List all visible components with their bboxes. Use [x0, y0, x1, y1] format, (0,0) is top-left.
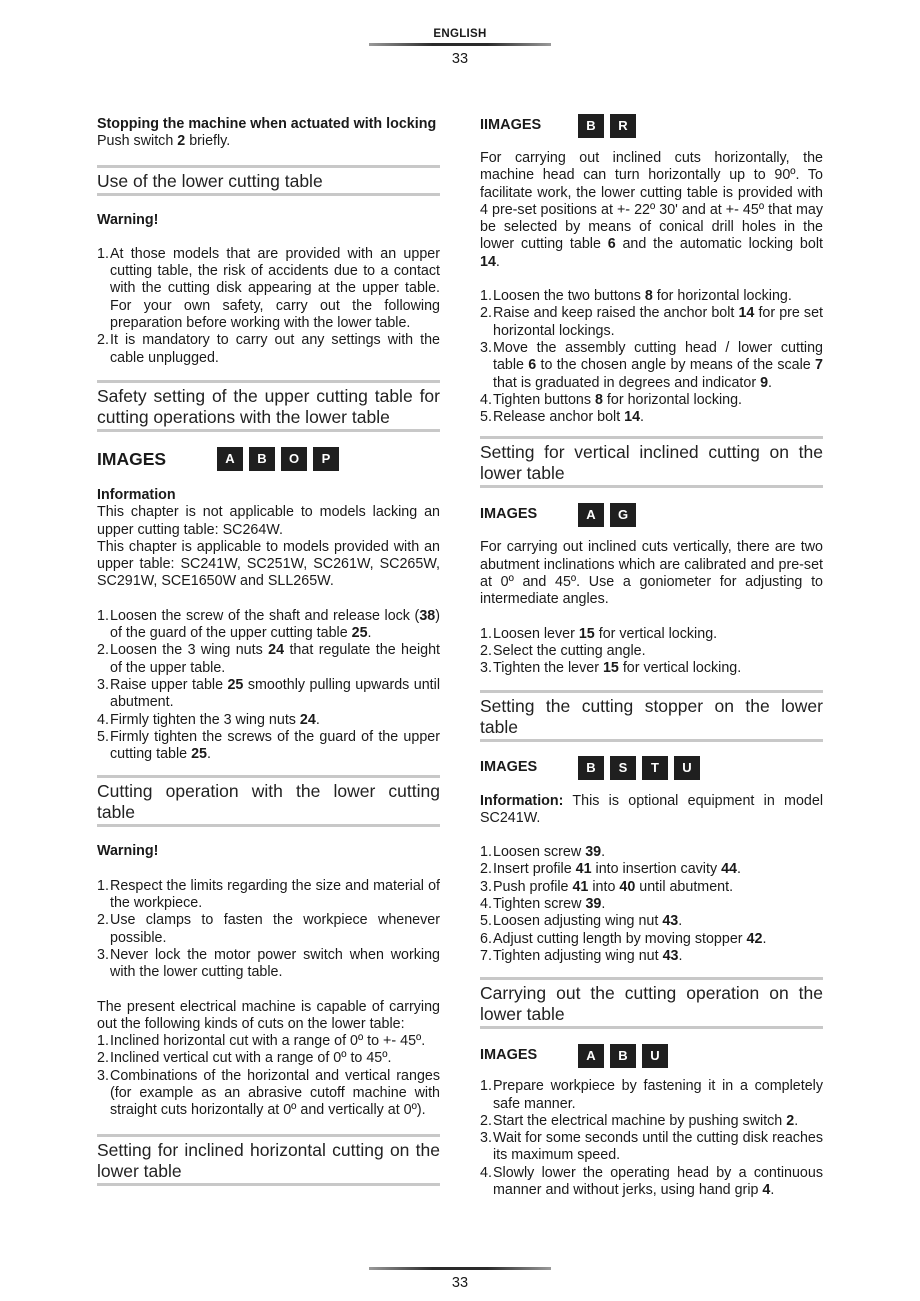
- stop-title: Stopping the machine when actuated with locking: [97, 116, 437, 132]
- list-item: 2. Loosen the 3 wing nuts 24 that regulate the height of the upper table.: [97, 642, 440, 676]
- warning-list: [97, 246, 440, 367]
- image-tag: R: [610, 114, 636, 138]
- image-tag: U: [642, 1044, 668, 1068]
- image-tag: B: [578, 114, 604, 138]
- section-title-vertical-inclined: Setting for vertical inclined cutting on the lower table: [480, 436, 823, 488]
- list-item: 3. Combinations of the horizontal and vertical ranges (for example as an abrasive cutoff machine with straight cuts horizontally at 0º and vertically at 0º).: [97, 1067, 440, 1119]
- list-item: 1. Loosen screw 39.: [480, 844, 606, 861]
- list-item: 2. Use clamps to fasten the workpiece whenever possible.: [97, 912, 440, 946]
- vertical-intro: For carrying out inclined cuts vertically, there are two abutment inclinations which are calibrated and pre-set at 0º and 45º. Use a goniometer for adjusting to intermediate angles.: [480, 539, 823, 608]
- language-label: ENGLISH: [433, 28, 487, 40]
- image-tag: S: [610, 756, 636, 780]
- info-text: This chapter is not applicable to models lacking an upper cutting table: SC264W.: [97, 504, 440, 538]
- warning-label: Warning!: [97, 843, 159, 860]
- list-item: 2. Inclined vertical cut with a range of 0º to 45º.: [97, 1050, 392, 1067]
- stopper-info: Information: This is optional equipment in model SC241W.: [480, 792, 823, 826]
- list-item: 5. Firmly tighten the screws of the guard of the upper cutting table 25.: [97, 728, 440, 763]
- list-item: 6. Adjust cutting length by moving stopper 42.: [480, 930, 767, 947]
- cutting-steps: [480, 1078, 823, 1199]
- section-title-inclined-horizontal: Setting for inclined horizontal cutting on the lower table: [97, 1134, 440, 1186]
- image-tag: O: [281, 447, 307, 471]
- list-item: 2. Raise and keep raised the anchor bolt 14 for pre set horizontal lockings.: [480, 305, 823, 339]
- image-tag: A: [578, 503, 604, 527]
- images-row: [480, 755, 823, 782]
- image-tag: B: [610, 1044, 636, 1068]
- images-label: IIMAGES: [480, 116, 542, 133]
- warning-list: [97, 878, 440, 982]
- images-row: [480, 112, 823, 139]
- list-item: 3. Wait for some seconds until the cutting disk reaches its maximum speed.: [480, 1130, 823, 1164]
- image-tag: B: [578, 756, 604, 780]
- list-item: 4. Slowly lower the operating head by a continuous manner and without jerks, using hand grip 4.: [480, 1164, 823, 1198]
- image-tag: U: [674, 756, 700, 780]
- list-item: 1. Respect the limits regarding the size and material of the workpiece.: [97, 877, 440, 912]
- section-title-carrying-out-cutting: Carrying out the cutting operation on the lower table: [480, 977, 823, 1029]
- footer-bar: [369, 1267, 551, 1270]
- image-tag: A: [217, 447, 243, 471]
- list-item: 5. Release anchor bolt 14.: [480, 409, 645, 426]
- list-item: 3. Move the assembly cutting head / lower cutting table 6 to the chosen angle by means of the scale 7 that is graduated in degrees and indicator 9.: [480, 339, 823, 391]
- list-item: 4. Tighten buttons 8 for horizontal locking.: [480, 391, 743, 408]
- list-item: 1. At those models that are provided with an upper cutting table, the risk of accidents due to a contact with the cutting disk appearing at the upper table. For your own safety, carry out the following preparation before working with the lower table.: [97, 245, 440, 332]
- images-label: IMAGES: [480, 1047, 538, 1064]
- list-item: 1. Loosen lever 15 for vertical locking.: [480, 625, 718, 642]
- vertical-steps: [480, 626, 823, 678]
- info-title: Information: [97, 486, 176, 503]
- image-tag: A: [578, 1044, 604, 1068]
- page-number-top: 33: [451, 51, 469, 67]
- list-item: 2. It is mandatory to carry out any settings with the cable unplugged.: [97, 332, 440, 366]
- images-label: IMAGES: [480, 506, 538, 523]
- list-item: 1. Inclined horizontal cut with a range of 0º to +- 45º.: [97, 1033, 426, 1050]
- header-bar: [369, 43, 551, 46]
- left-column: [97, 116, 440, 1186]
- image-tag: P: [313, 447, 339, 471]
- page-number-bottom: 33: [451, 1275, 469, 1291]
- section-title-safety-setting: Safety setting of the upper cutting table for cutting operations with the lower table: [97, 380, 440, 432]
- section-title-cutting-operation: Cutting operation with the lower cutting table: [97, 775, 440, 827]
- list-item: 4. Firmly tighten the 3 wing nuts 24.: [97, 711, 320, 728]
- list-item: 2. Select the cutting angle.: [480, 642, 646, 659]
- list-item: 3. Never lock the motor power switch when working with the lower cutting table.: [97, 946, 440, 981]
- list-item: 1. Prepare workpiece by fastening it in a completely safe manner.: [480, 1078, 823, 1112]
- images-row: [97, 446, 440, 473]
- warning-label: Warning!: [97, 211, 159, 228]
- info-text: This chapter is applicable to models provided with an upper table: SC241W, SC251W, SC261W, SC265W, SC291W, SCE1650W and SLL265W.: [97, 538, 440, 590]
- image-tag: T: [642, 756, 668, 780]
- list-item: 3. Raise upper table 25 smoothly pulling upwards until abutment.: [97, 676, 440, 711]
- image-tag: G: [610, 503, 636, 527]
- image-tag: B: [249, 447, 275, 471]
- images-label: IMAGES: [480, 759, 538, 776]
- horizontal-steps: [480, 288, 823, 426]
- stop-text: Push switch 2 briefly.: [97, 133, 231, 150]
- images-row: [480, 501, 823, 528]
- right-column: [480, 116, 823, 1199]
- list-item: 3. Tighten the lever 15 for vertical locking.: [480, 660, 742, 677]
- cuts-intro: The present electrical machine is capable of carrying out the following kinds of cuts on the lower table:: [97, 998, 440, 1032]
- images-row: [480, 1042, 823, 1069]
- section-title-cutting-stopper: Setting the cutting stopper on the lower table: [480, 690, 823, 742]
- stop-block: [97, 116, 440, 151]
- list-item: 5. Loosen adjusting wing nut 43.: [480, 913, 683, 930]
- list-item: 1. Loosen the two buttons 8 for horizontal locking.: [480, 288, 792, 305]
- horizontal-intro: For carrying out inclined cuts horizontally, the machine head can turn horizontally up to 90º. To facilitate work, the lower cutting table is provided with 4 pre-set positions at +- 22º 30' and at +- 45º that may be selected by means of conical drill holes in the lower cutting table 6 and the automatic locking bolt 14.: [480, 150, 823, 270]
- list-item: 2. Insert profile 41 into insertion cavity 44.: [480, 861, 741, 878]
- list-item: 7. Tighten adjusting wing nut 43.: [480, 947, 683, 964]
- stopper-steps: [480, 844, 823, 965]
- list-item: 4. Tighten screw 39.: [480, 896, 606, 913]
- section-title-lower-table: Use of the lower cutting table: [97, 165, 440, 196]
- images-label: IMAGES: [97, 448, 167, 469]
- safety-steps: [97, 608, 440, 764]
- list-item: 1. Loosen the screw of the shaft and release lock (38) of the guard of the upper cutting table 25.: [97, 607, 440, 642]
- list-item: 2. Start the electrical machine by pushing switch 2.: [480, 1112, 799, 1129]
- list-item: 3. Push profile 41 into 40 until abutment.: [480, 878, 734, 895]
- cuts-list: [97, 1033, 440, 1119]
